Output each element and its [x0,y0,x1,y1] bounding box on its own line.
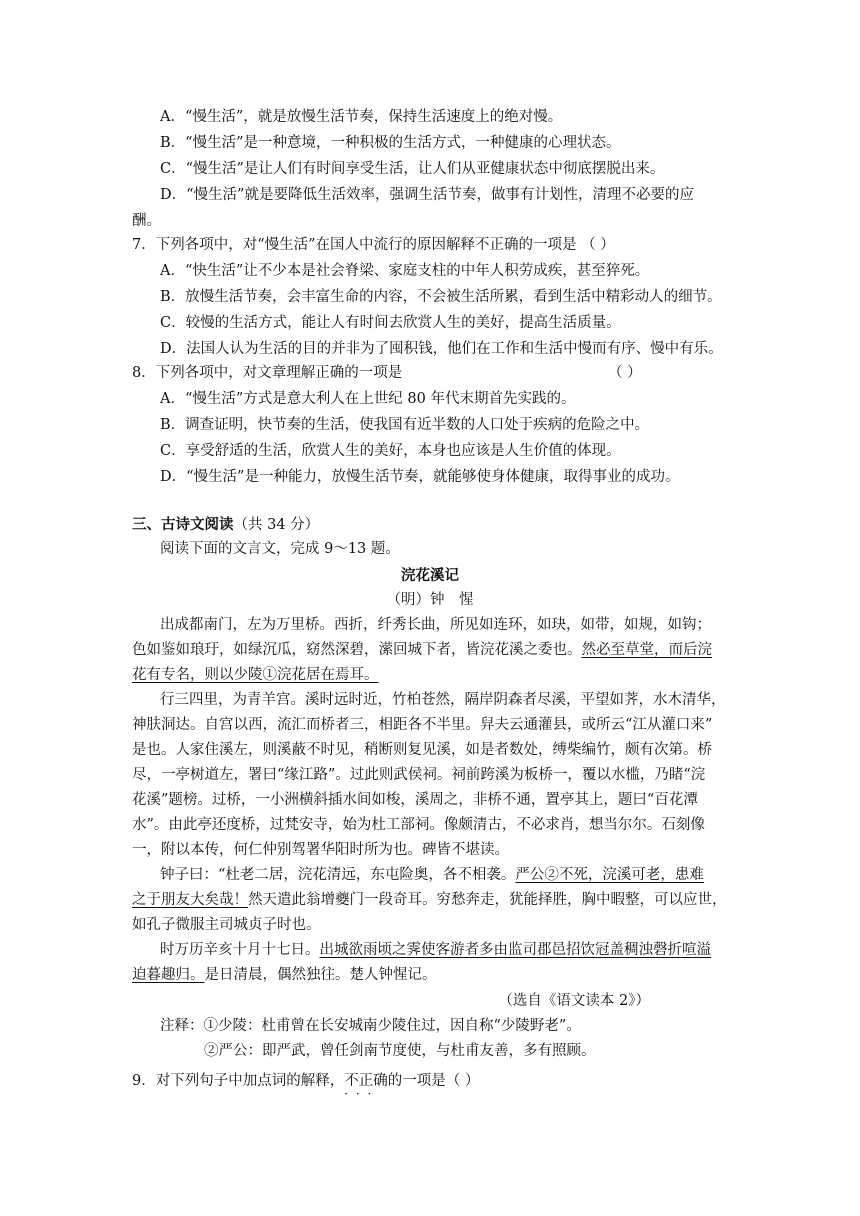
passage-line: 出成都南门，左为万里桥。西折，纤秀长曲，所见如连环，如玦，如带，如规，如钩； [160,617,711,633]
passage-text: 时万历辛亥十月十七日。 [160,942,320,958]
q9-stem [132,1072,479,1090]
passage-source: （选自《语文读本 2》） [498,993,650,1009]
q6-option-d: D．“慢生活”就是要降低生活效率，强调生活节奏，做事有计划性，清理不必要的应 [160,187,694,203]
passage-line [132,641,712,659]
underlined-sentence: 然必至草堂，而后浣 [581,642,712,658]
q9-stem-pre: 9．对下列句子中加点词的解释， [132,1073,345,1089]
passage-line [160,941,711,959]
q7-option-c: C．较慢的生活方式，能让人有时间去欣赏人生的美好，提高生活质量。 [160,315,621,331]
passage-line [160,866,704,884]
underlined-sentence: 之于朋友大矣哉！ [132,892,248,908]
q8-option-b: B．调查证明，快节奏的生活，使我国有近半数的人口处于疾病的危险之中。 [160,417,650,433]
passage-text: 钟子曰：“杜老二居，浣花清远，东屯险奥，各不相袭。 [160,867,516,883]
passage-line [132,891,727,909]
passage-line: 尽，一亭树道左，署曰“缘江路”。过此则武侯祠。祠前跨溪为板桥一，覆以水槛，乃睹“浣 [132,767,706,783]
underlined-sentence: 花有专名，则以少陵①浣花居在焉耳。 [132,667,379,683]
underlined-sentence: 出城欲雨顷之霁使客游者多由监司郡邑招饮冠盖稠浊磬折喧溢 [319,942,711,958]
q6-option-b: B．“慢生活”是一种意境，一种积极的生活方式，一种健康的心理状态。 [160,135,621,151]
q8-stem: 8．下列各项中，对文章理解正确的一项是 [132,365,403,381]
section-heading-title: 三、古诗文阅读 [132,516,234,533]
passage-title: 浣花溪记 [401,567,459,584]
passage-line: 水”。由此亭还度桥，过梵安寺，始为杜工部祠。像颇清古，不必求肖，想当尔尔。石刻像 [132,817,705,833]
note-2: ②严公：即严武，曾任剑南节度使，与杜甫友善，多有照顾。 [204,1043,596,1059]
passage-text: 是日清晨，偶然独往。楚人钟惺记。 [204,967,437,983]
section-heading [132,516,319,534]
section-instruction: 阅读下面的文言文，完成 9～13 题。 [160,541,400,557]
passage-line: 如孔子微服主司城贞子时也。 [132,917,321,933]
passage-text: 色如鉴如琅玗，如绿沉瓜，窈然深碧，潆回城下者，皆浣花溪之委也。 [132,642,582,658]
passage-line: 一，附以本传，何仁仲别驾署华阳时所为也。碑皆不堪读。 [132,842,509,858]
underlined-sentence: 严公②不死，浣溪可老，患难 [515,867,704,883]
q8-option-c: C．享受舒适的生活，欣赏人生的美好，本身也应该是人生价值的体现。 [160,443,621,459]
passage-line: 花溪”题榜。过桥，一小洲横斜插水间如梭，溪周之，非桥不通，置亭其上，题曰“百花潭 [132,792,698,808]
section-heading-score: （共 34 分） [233,517,320,533]
note-1: 注释：①少陵：杜甫曾在长安城南少陵住过，因自称“少陵野老”。 [160,1018,581,1034]
q6-option-a: A．“慢生活”，就是放慢生活节奏，保持生活速度上的绝对慢。 [160,109,563,125]
passage-line [132,966,437,984]
q7-option-d: D．法国人认为生活的目的并非为了囤积钱，他们在工作和生活中慢而有序、慢中有乐。 [160,341,723,357]
q6-option-d-continued: 酬。 [132,213,161,229]
passage-text: 然天遣此翁增夔门一段奇耳。穷愁奔走，犹能择胜，胸中暇整，可以应世， [248,892,727,908]
q8-option-d: D．“慢生活”是一种能力，放慢生活节奏，就能够使身体健康，取得事业的成功。 [160,469,680,485]
q9-emphasized-word: 不正确 · · · [344,1073,388,1089]
passage-line: 神肤洞达。自宫以西，流汇而桥者三，相距各不半里。舁夫云通灌县，或所云“江从灌口来” [132,717,713,733]
q7-stem: 7．下列各项中，对“慢生活”在国人中流行的原因解释不正确的一项是 （ ） [132,237,615,253]
q7-option-a: A．“快生活”让不少本是社会脊梁、家庭支柱的中年人积劳成疾，甚至猝死。 [160,263,650,279]
passage-line: 行三四里，为青羊宫。溪时远时近，竹柏苍然，隔岸阴森者尽溪，平望如荠，水木清华， [160,692,726,708]
q8-answer-paren: （ ） [608,365,642,381]
q8-option-a: A．“慢生活”方式是意大利人在上世纪 80 年代末期首先实践的。 [160,391,576,407]
passage-author: （明）钟 惺 [386,592,474,608]
passage-line: 是也。人家住溪左，则溪蔽不时见，稍断则复见溪，如是者数处，缚柴编竹，颇有次第。桥 [132,742,712,758]
q6-option-c: C．“慢生活”是让人们有时间享受生活，让人们从亚健康状态中彻底摆脱出来。 [160,161,665,177]
q7-option-b: B．放慢生活节奏，会丰富生命的内容，不会被生活所累，看到生活中精彩动人的细节。 [160,289,722,305]
underlined-sentence: 迫暮趣归。 [132,967,205,983]
q9-stem-post: 的一项是（ ） [387,1073,480,1089]
